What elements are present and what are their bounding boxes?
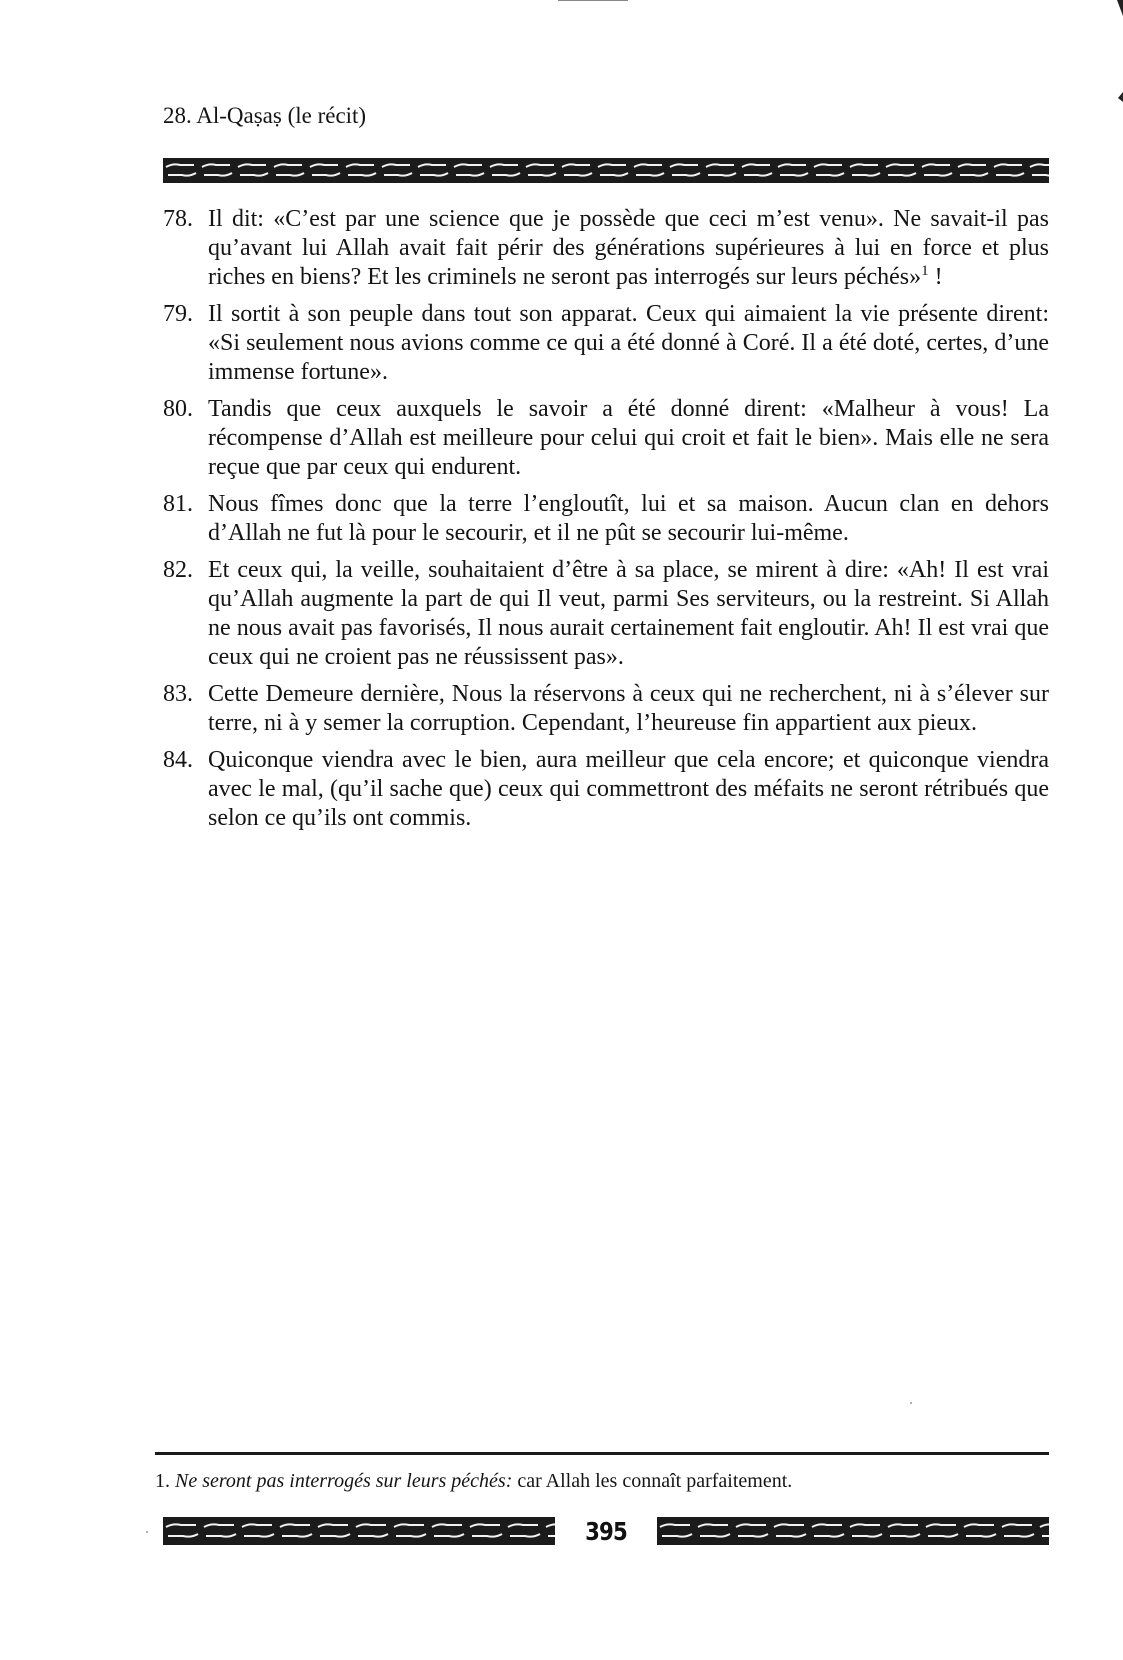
scan-artifact-corner [1117, 0, 1123, 16]
verse-78 [163, 205, 1049, 292]
verse-81 [163, 490, 1049, 548]
footnote-text: car Allah les connaît parfaitement. [512, 1470, 793, 1492]
verse-number: 78. [163, 206, 193, 232]
chain-band-left [163, 1517, 555, 1545]
verse-text: Cette Demeure dernière, Nous la réservons à ceux qui ne recherchent, ni à s’élever sur terre, ni à y semer la corruption. Cependant, l’heureuse fin appartient aux pieux. [208, 681, 1049, 736]
verse-number: 80. [163, 396, 193, 422]
verse-text: Tandis que ceux auxquels le savoir a été donné dirent: «Malheur à vous! La récompense d’Allah est meilleure pour celui qui croit et fait le bien». Mais elle ne sera reçue que par ceux qui endurent. [208, 396, 1049, 480]
verse-text: Il sortit à son peuple dans tout son apparat. Ceux qui aimaient la vie présente dirent: «Si seulement nous avions comme ce qui a été donné à Coré. Il a été doté, certes, d’une immense fortune». [208, 301, 1049, 385]
chain-pattern [163, 158, 1049, 183]
verse-number: 81. [163, 491, 193, 517]
verse-number: 82. [163, 557, 193, 583]
verse-list [163, 205, 1049, 841]
running-head: 28. Al-Qaṣaṣ (le récit) [163, 103, 367, 128]
scan-speck [146, 1531, 148, 1533]
scan-artifact-edge [1118, 92, 1123, 102]
verse-text: Et ceux qui, la veille, souhaitaient d’être à sa place, se mirent à dire: «Ah! Il est vrai qu’Allah augmente la part de qui Il veut, parmi Ses serviteurs, ou la restreint. Si Allah ne nous avait pas favorisés, Il nous aurait certainement fait engloutir. Ah! Il est vrai que ceux qui ne croient pas ne réussissent pas». [208, 557, 1049, 670]
page-number: 395 [585, 1517, 627, 1545]
verse-text: Il dit: «C’est par une science que je possède que ceci m’est venu». Ne savait-il pas qu’avant lui Allah avait fait périr des générations supérieures à lui en force et plus riches en biens? Et les criminels ne seront pas interrogés sur leurs péchés» [208, 206, 1049, 290]
footnote-number: 1. [155, 1470, 170, 1492]
chain-pattern [657, 1517, 1049, 1545]
verse-84 [163, 746, 1049, 833]
chain-band-right [657, 1517, 1049, 1545]
scan-artifact-line [558, 0, 628, 1]
scan-speck [910, 1402, 912, 1404]
verse-text: Quiconque viendra avec le bien, aura meilleur que cela encore; et quiconque viendra avec le mal, (qu’il sache que) ceux qui commettront des méfaits ne seront rétribués que selon ce qu’ils ont commis. [208, 747, 1049, 831]
verse-82 [163, 556, 1049, 672]
verse-text: Nous fîmes donc que la terre l’engloutît, lui et sa maison. Aucun clan en dehors d’Allah ne fut là pour le secourir, et il ne pût se secourir lui-même. [208, 491, 1049, 546]
footnote-reference[interactable]: 1 [921, 263, 929, 279]
verse-number: 84. [163, 747, 193, 773]
ornamental-chain-band-top [163, 158, 1049, 183]
chain-pattern [163, 1517, 555, 1545]
verse-number: 83. [163, 681, 193, 707]
verse-number: 79. [163, 301, 193, 327]
footnote [155, 1468, 1049, 1494]
verse-text-end: ! [928, 264, 943, 290]
verse-80 [163, 395, 1049, 482]
verse-79 [163, 300, 1049, 387]
verse-83 [163, 680, 1049, 738]
footnote-italic: Ne seront pas interrogés sur leurs péchés: [175, 1470, 513, 1492]
footnote-divider [155, 1452, 1049, 1455]
ornamental-chain-band-bottom [163, 1517, 1049, 1545]
